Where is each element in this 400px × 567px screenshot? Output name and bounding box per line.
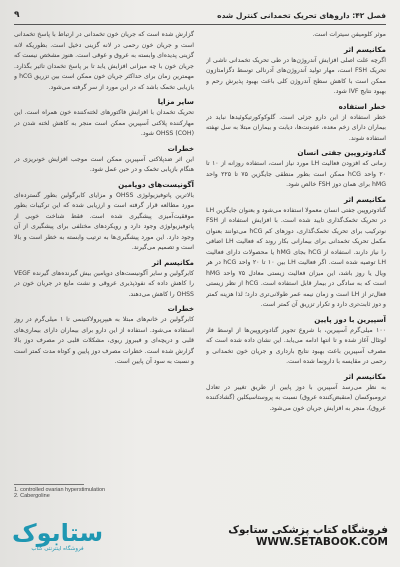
body-paragraph: زمانی که افزودن فعالیت LH مورد نیاز است، استفاده روزانه از ۱۰ تا ۲۰ واحد hCG ممکن است بطور منطقی جایگزین ۷۵ تا ۲۲۵ واحد hMG برای همان دوز FSH خالص شود. (206, 160, 386, 188)
section-heading: مکانیسم اثر (343, 44, 386, 54)
page-number: ۹ (14, 10, 20, 20)
section-heading: مکانیسم اثر (343, 194, 386, 204)
text-columns (14, 30, 386, 499)
section-heading: خطر استفاده (338, 101, 386, 111)
page-footer (0, 505, 400, 567)
body-paragraph: موثر کلومیفن سیترات است. (312, 31, 386, 38)
body-paragraph: کابرگولین در خانم‌های مبتلا به هیپرپرولاکتینمی تا ۱ میلی‌گرم در روز استفاده می‌شود. استفاده از این دارو برای بیماران دارای بیماری‌های قلبی و دریچه‌ای و فیبروز ریوی، مشکلات قلبی در مصرف دوز بالا گزارش شده است. خطرات مصرف دوز پایین و کوتاه مدت کمتر است و نسبت به سود آن پایین است. (14, 316, 194, 365)
body-paragraph: خطر استفاده از این دارو جزئی است. گلوکوکورتیکوئیدها نباید در بیماران دارای زخم معده، عفونت‌ها، دیابت و بیماران مبتلا به سل نهفته استفاده شوند. (206, 113, 386, 142)
header-divider (14, 24, 386, 25)
page-header (14, 8, 386, 22)
body-paragraph: این اثر ضدپلاکتی آسپیرین ممکن است موجب افزایش خونریزی در هنگام بازیابی تخمک و در حین عمل شود. (14, 155, 194, 173)
section-heading: آسپیرین با دوز پایین (314, 314, 386, 324)
body-paragraph: اگرچه علت اصلی افزایش آندروژن‌ها در طی تحریک تخمدانی ناشی از تحریک FSH است، مهار تولید آندروژن‌های آدرنالی توسط دگزامتازون ممکن است با کاهش سطح آندروژن کلی باعث بهبود پذیرش رحم و بهبود نتایج IVF شود. (206, 56, 386, 95)
body-paragraph: به نظر می‌رسد آسپیرین با دوز پایین از طریق تغییر در تعادل ترومبوکسان (منقبض‌کننده عروق) نسبت به پروستاسیکلین (گشادکننده عروق)، منجر به افزایش جریان خون می‌شود. (206, 383, 386, 412)
setabook-logo (12, 516, 103, 556)
section-heading: خطرات (167, 304, 194, 313)
footnote-1: 1. controlled ovarian hyperstimulation (14, 487, 106, 493)
body-paragraph: گنادوتروپین جفتی انسان معمولا استفاده می‌شود و بعنوان جایگزین LH در تحریک تخمک‌گذاری تایید شده است. با افزایش استفاده از FSH نوترکیب برای تحریک تخمک‌گذاری، دوزهای کم hCG می‌توانند بعنوان مکمل تحریک تخمدانی برای بیمارانی بکار روند که فعالیت LH اضافی را نیاز دارند. استفاده از hCG بجای hMG یا محصولات دارای فعالیت LH توصیه شده است. اگر فعالیت LH بین ۱۰ تا ۲۰ واحد hCG در هر ویال یا روز باشد، این میزان فعالیت زیستی معادل ۷۵ واحد hMG است که به سادگی در بیمار قابل استفاده است. hCG از نظر زیستی فعال‌تر از LH است و زمان نیمه عمر طولانی‌تری دارد؛ لذا هزینه کمتر و دوز ثابت‌تری دارد و تکرار تزریق آن کمتر است. (206, 206, 386, 308)
body-paragraph: تحریک تخمدان با افزایش فاکتورهای لخته‌کننده خون همراه است. این مهارکننده پلاکتی آسپیرین ممکن است منجر به کاهش لخته شدن در OHSS (COH) شود. (14, 109, 194, 137)
right-column (206, 30, 386, 499)
left-column (14, 30, 194, 499)
logo-wordmark: ستابوک (12, 519, 104, 547)
section-heading: آگونیست‌های دوپامین (118, 179, 194, 189)
section-heading: گنادوتروپین جفتی انسان (297, 148, 386, 157)
footnotes (14, 484, 190, 499)
body-paragraph: بالاترین پاتوفیزیولوژی OHSS و مزایای کابرگولین بطور گسترده‌ای مورد مطالعه قرار گرفته است و ارزیابی شده که این ترکیبات بطور موفقیت‌آمیزی پیشگیری شده است. فقط شناخت خوبی از پاتوفیزیولوژی وجود دارد و رویکردهای مختلفی برای پیشگیری از آن وجود دارد. این مورد پیشگیری‌ها به ترتیب وابسته به خطر است و بالا است و تصمیم می‌گیرند. (14, 191, 194, 251)
footnote-2: 2. Cabergoline (14, 493, 50, 499)
chapter-title: فصل ۴۲: داروهای تحریک تخمدانی کنترل شده (217, 10, 386, 20)
section-heading: خطرات (167, 143, 194, 153)
body-paragraph: کابرگولین و سایر آگونیست‌های دوپامین بیش گیرنده‌های گیرنده VEGF را کاهش داده که نفوذپذیری عروقی و نشت مایع در جریان خون در OHSS را کاهش می‌دهند. (14, 269, 194, 298)
store-banner-text: فروشگاه کتاب پزشکی ستابوک WWW.SETABOOK.COM (228, 524, 388, 548)
section-heading: مکانیسم اثر (151, 257, 194, 267)
section-heading: سایر مزایا (157, 97, 194, 106)
logo-tagline: فروشگاه اینترنتی کتاب (31, 546, 84, 552)
section-heading: مکانیسم اثر (343, 371, 386, 381)
footnote-divider (14, 484, 84, 485)
body-paragraph: گزارش شده است که جریان خون تخمدانی در ارتباط با پاسخ تخمدانی است و جریان خون رحمی در لانه گزینی دخیل است. بطوریکه لانه گزینی پدیده‌ای وابسته به عروق و عوقی است. هنوز مشخص نیست که جریان خون با چه میزانی افزایش یابد تا بر پاسخ تخمدان تاثیر بگذارد. مهمترین زمان برای حداکثر جریان خون ممکن است بین تزریق hCG و بازیابی تخمک باشد که در این مورد از سر گرفته می‌شود. (14, 31, 194, 91)
body-paragraph: ۱۰۰ میلی‌گرم آسپیرین، با شروع تجویز گنادوتروپین‌ها از اوسط فاز لوتئال آغاز شده و تا انتها ادامه می‌یابد. این نشان داده شده است که مصرف آسپیرین باعث بهبود نتایج بارداری و جریان خون تخمدانی و رحمی در مقایسه با دارونما شده است. (206, 326, 386, 365)
